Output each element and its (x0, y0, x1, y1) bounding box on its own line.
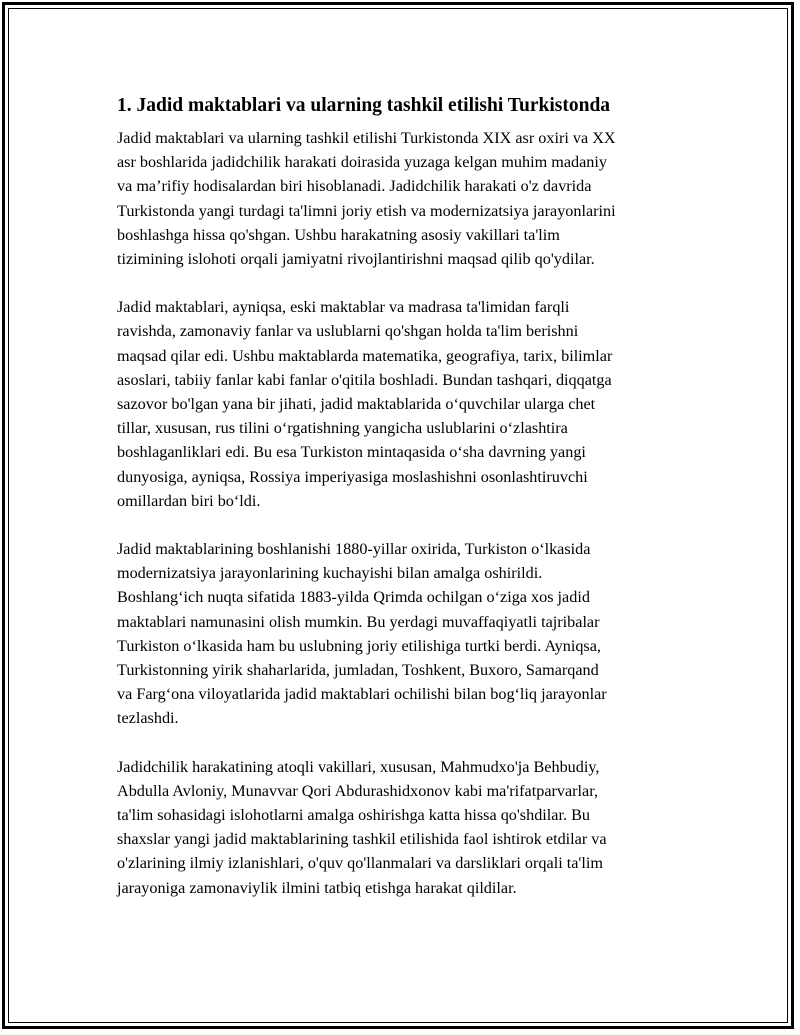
text-line: asoslari, tabiiy fanlar kabi fanlar o'qitila boshladi. Bundan tashqari, diqqatga (117, 370, 612, 389)
text-line: ravishda, zamonaviy fanlar va uslublarni qo'shgan holda ta'lim berishni (117, 322, 579, 341)
text-line: boshlashga hissa qo'shgan. Ushbu harakatning asosiy vakillari ta'lim (117, 225, 560, 244)
text-line: Jadid maktablarining boshlanishi 1880-yillar oxirida, Turkiston o‘lkasida (117, 540, 591, 559)
text-line: Jadid maktablari va ularning tashkil etilishi Turkistonda XIX asr oxiri va XX (117, 129, 616, 147)
text-line: asr boshlarida jadidchilik harakati doirasida yuzaga kelgan muhim madaniy (117, 153, 607, 172)
text-line: Turkistonning yirik shaharlarida, jumladan, Toshkent, Buxoro, Samarqand (117, 661, 599, 680)
text-line: boshlaganliklari edi. Bu esa Turkiston mintaqasida o‘sha davrning yangi (117, 443, 586, 462)
text-line: ta'lim sohasidagi islohotlarni amalga oshirishga katta hissa qo'shdilar. Bu (117, 806, 590, 825)
paragraph-4 (117, 755, 707, 900)
text-line: maktablari namunasini olish mumkin. Bu yerdagi muvaffaqiyatli tajribalar (117, 612, 600, 631)
text-line: dunyosiga, ayniqsa, Rossiya imperiyasiga moslashishni osonlashtiruvchi (117, 467, 588, 486)
text-line: tillar, xususan, rus tilini o‘rgatishning yangicha uslublarini o‘zlashtira (117, 419, 568, 438)
text-line: Jadidchilik harakatining atoqli vakillari, xususan, Mahmudxo'ja Behbudiy, (117, 757, 600, 776)
text-line: maqsad qilar edi. Ushbu maktablarda matematika, geografiya, tarix, bilimlar (117, 346, 613, 365)
section-heading: 1. Jadid maktablari va ularning tashkil etilishi Turkistonda (117, 95, 611, 116)
text-line: shaxslar yangi jadid maktablarining tashkil etilishida faol ishtirok etdilar va (117, 830, 607, 849)
text-line: o'zlarining ilmiy izlanishlari, o'quv qo'llanmalari va darsliklari orqali ta'lim (117, 854, 603, 873)
text-line: jarayoniga zamonaviylik ilmini tatbiq etishga harakat qildilar. (117, 878, 517, 897)
text-line: modernizatsiya jarayonlarining kuchayishi bilan amalga oshirildi. (117, 564, 543, 583)
text-line: Jadid maktablari, ayniqsa, eski maktablar va madrasa ta'limidan farqli (117, 298, 570, 317)
document-body (117, 93, 707, 924)
text-line: Boshlang‘ich nuqta sifatida 1883-yilda Qrimda ochilgan o‘ziga xos jadid (117, 588, 590, 607)
paragraph-3 (117, 537, 707, 731)
text-line: tizimining islohoti orqali jamiyatni rivojlantirishni maqsad qilib qo'ydilar. (117, 250, 595, 269)
text-line: Turkistonda yangi turdagi ta'limni joriy etish va modernizatsiya jarayonlarini (117, 201, 616, 220)
text-line: omillardan biri bo‘ldi. (117, 491, 261, 510)
text-line: Abdulla Avloniy, Munavvar Qori Abdurashidxonov kabi ma'rifatparvarlar, (117, 781, 599, 800)
paragraph-1 (117, 126, 707, 271)
text-line: va ma’rifiy hodisalardan biri hisoblanadi. Jadidchilik harakati o'z davrida (117, 177, 592, 196)
paragraph-2 (117, 295, 707, 513)
text-line: tezlashdi. (117, 709, 179, 728)
text-line: Turkiston o‘lkasida ham bu uslubning joriy etilishiga turtki berdi. Ayniqsa, (117, 636, 601, 655)
paragraph-list (117, 126, 707, 900)
text-line: va Farg‘ona viloyatlarida jadid maktablari ochilishi bilan bog‘liq jarayonlar (117, 685, 607, 704)
text-line: sazovor bo'lgan yana bir jihati, jadid maktablarida o‘quvchilar ularga chet (117, 395, 596, 414)
